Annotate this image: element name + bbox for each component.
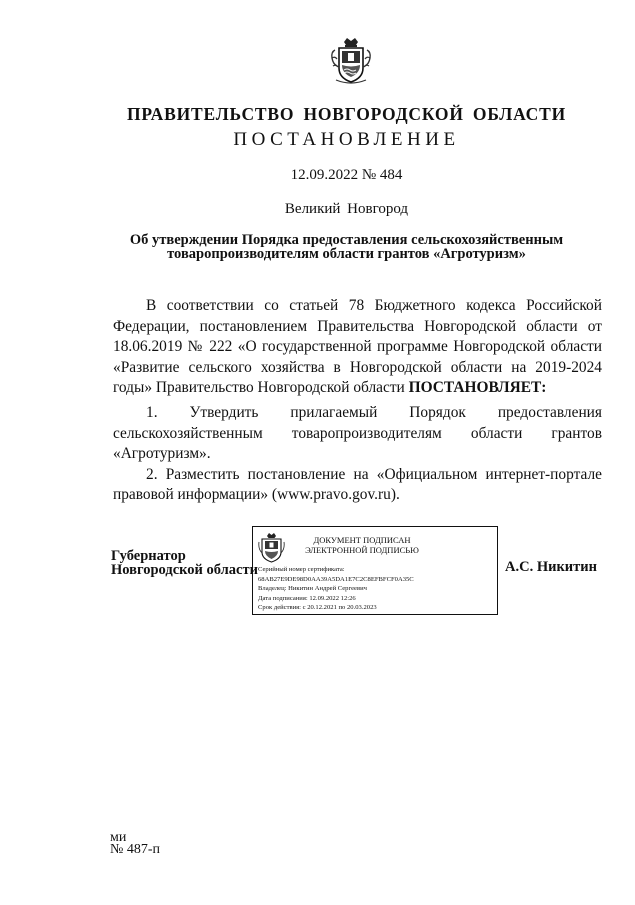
footer-registration bbox=[110, 832, 160, 856]
stamp-heading-line-2: ЭЛЕКТРОННОЙ ПОДПИСЬЮ bbox=[305, 545, 419, 555]
paragraph-1-text: В соответствии со статьей 78 Бюджетного кодекса Российской Федерации, постановлением Правительства Новгородской области от 18.06.2019 № 222 «О государственной программе Новгородской области «Развитие сельского хозяйства в Новгородской области на 2019-2024 годы» Правительство Новгородской области bbox=[113, 297, 602, 397]
footer-initials: ми bbox=[110, 830, 127, 845]
document-date-number: 12.09.2022 № 484 bbox=[290, 167, 403, 183]
footer-number: № 487-п bbox=[110, 842, 161, 857]
stamp-signed-date: Дата подписания: 12.09.2022 12:26 bbox=[258, 594, 356, 602]
document-type: ПОСТАНОВЛЕНИЕ bbox=[233, 129, 460, 150]
stamp-details bbox=[258, 565, 414, 613]
stamp-validity: Срок действия: с 20.12.2021 по 20.03.2023 bbox=[258, 604, 377, 612]
subject-line-1: Об утверждении Порядка предоставления сельскохозяйственным bbox=[129, 232, 564, 248]
resolves-keyword: ПОСТАНОВЛЯЕТ: bbox=[408, 379, 547, 397]
government-title: ПРАВИТЕЛЬСТВО НОВГОРОДСКОЙ ОБЛАСТИ bbox=[127, 104, 566, 124]
stamp-heading-line-1: ДОКУМЕНТ ПОДПИСАН bbox=[313, 535, 411, 545]
stamp-emblem-icon bbox=[258, 532, 285, 563]
document-subject bbox=[0, 233, 635, 261]
stamp-cert-serial: 68AB27E9DE98D0AA39A5DA1E7C2C8EFBFCF0A35C bbox=[258, 575, 414, 583]
body-paragraph-3: 2. Разместить постановление на «Официальном интернет-портале правовой информации» (www.pravo.gov.ru). bbox=[113, 465, 602, 504]
electronic-signature-stamp bbox=[252, 526, 498, 615]
signer-position bbox=[111, 549, 258, 577]
stamp-heading bbox=[297, 535, 427, 555]
subject-line-2: товаропроизводителям области грантов «Агротуризм» bbox=[167, 246, 526, 262]
body-paragraph-1 bbox=[113, 296, 602, 399]
stamp-owner: Владелец: Никитин Андрей Сергеевич bbox=[258, 585, 367, 593]
document-city: Великий Новгород bbox=[284, 201, 409, 217]
signer-name: А.С. Никитин bbox=[505, 559, 597, 575]
signer-position-line-1: Губернатор bbox=[111, 548, 186, 564]
signer-position-line-2: Новгородской области bbox=[111, 562, 258, 578]
coat-of-arms-icon bbox=[330, 36, 372, 86]
stamp-cert-label: Серийный номер сертификата: bbox=[258, 566, 345, 573]
body-paragraph-2: 1. Утвердить прилагаемый Порядок предоставления сельскохозяйственным товаропроизводителям области грантов «Агротуризм». bbox=[113, 403, 602, 463]
document-body bbox=[113, 296, 602, 506]
